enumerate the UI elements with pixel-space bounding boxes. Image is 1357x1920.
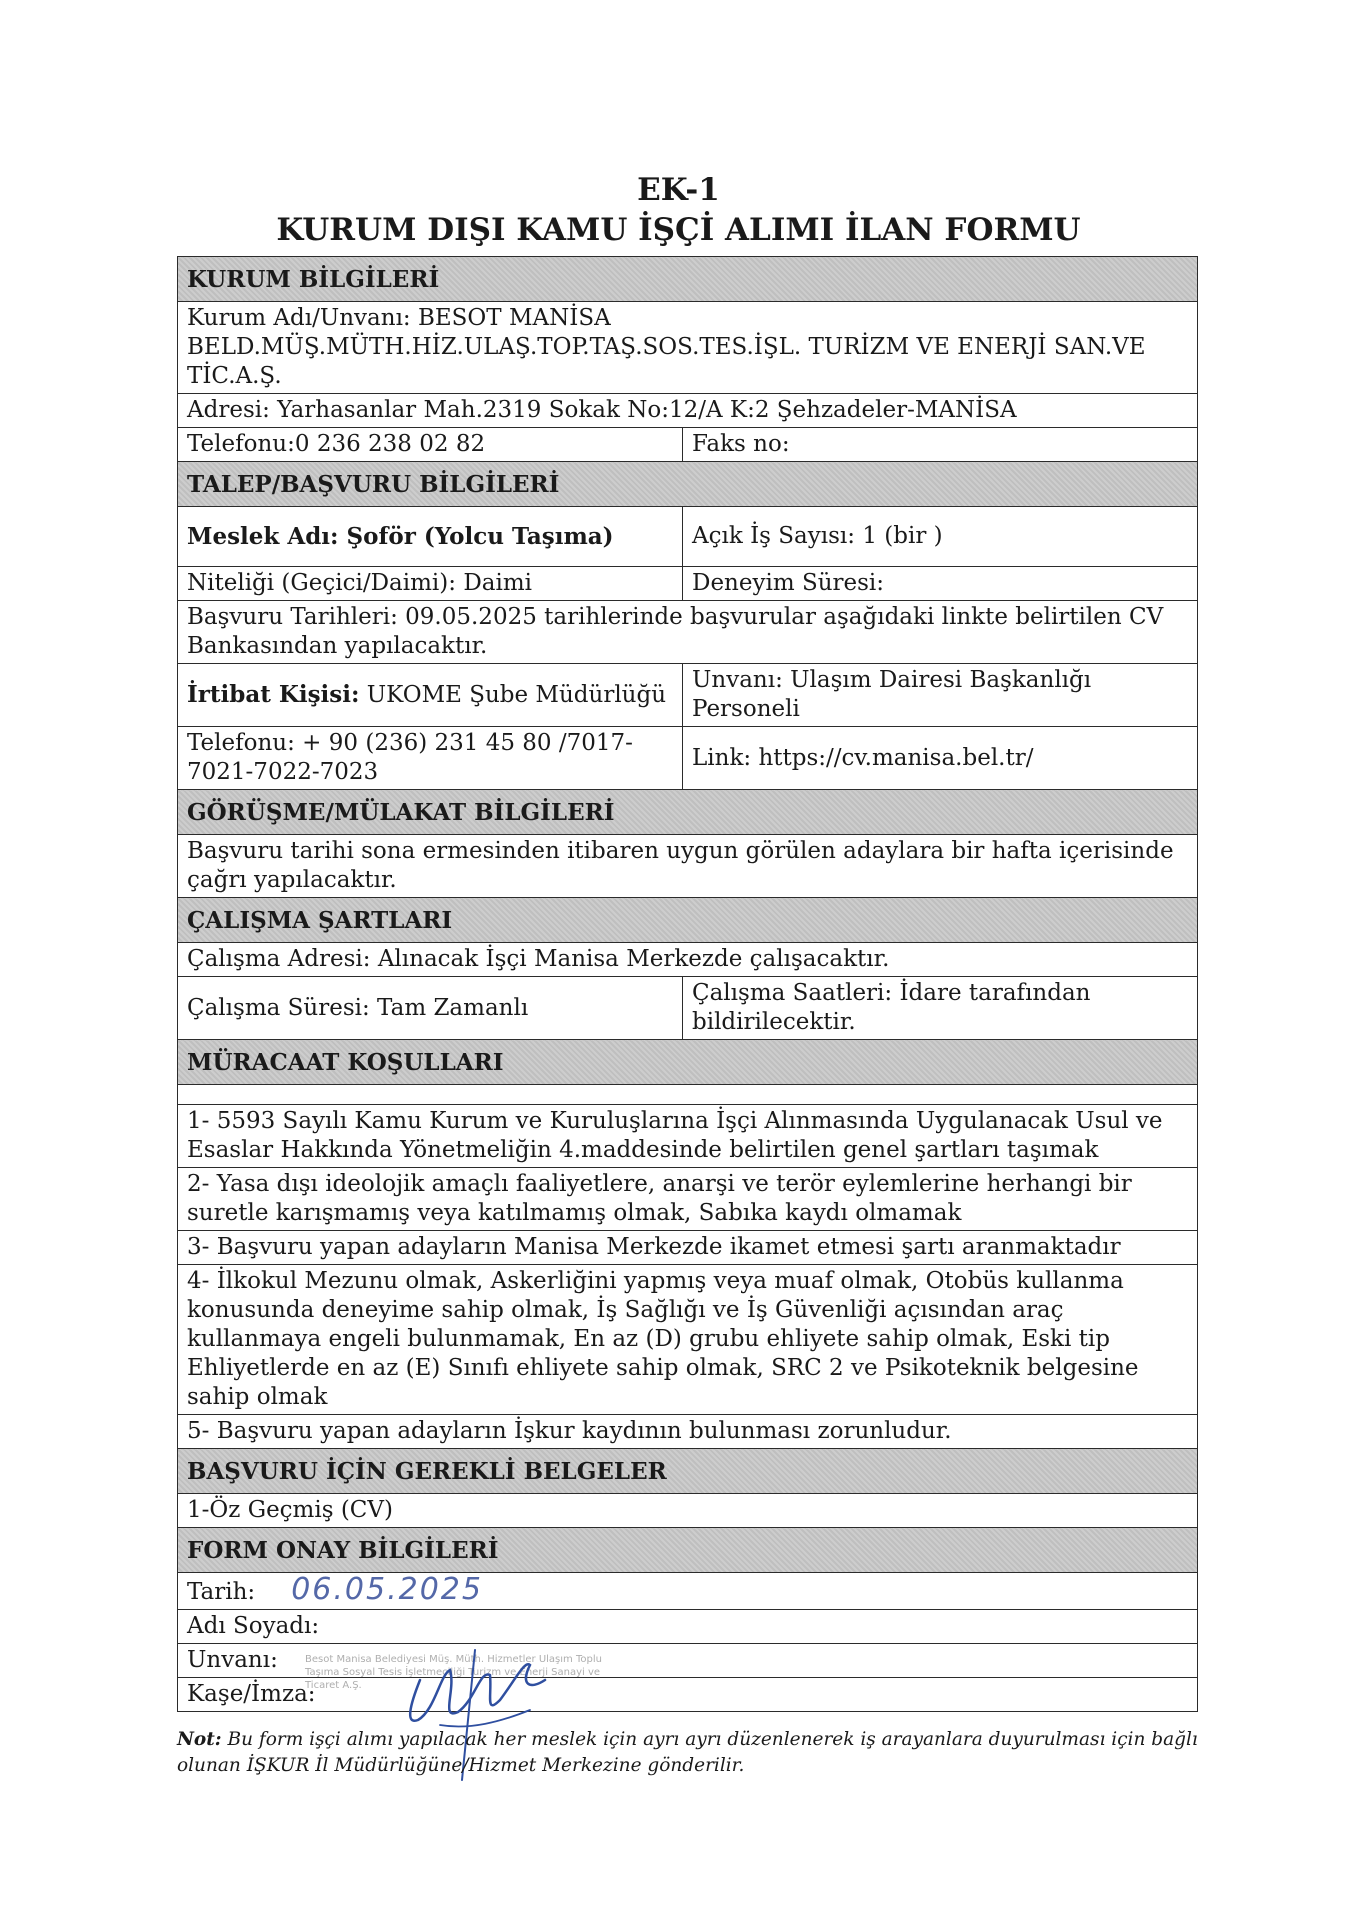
muracaat-item-5: 5- Başvuru yapan adayların İşkur kaydının bulunması zorunludur. <box>178 1415 1198 1449</box>
section-onay: FORM ONAY BİLGİLERİ <box>178 1528 1198 1573</box>
section-talep: TALEP/BAŞVURU BİLGİLERİ <box>178 462 1198 507</box>
section-belgeler: BAŞVURU İÇİN GEREKLİ BELGELER <box>178 1449 1198 1494</box>
muracaat-item-4: 4- İlkokul Mezunu olmak, Askerliğini yapmış veya muaf olmak, Otobüs kullanma konusunda deneyime sahip olmak, İş Sağlığı ve İş Güvenliği açısından araç kullanmaya engeli bulunmamak, En az (D) grubu ehliyete sahip olmak, Eski tip Ehliyetlerde en az (E) Sınıfı ehliyete sahip olmak, SRC 2 ve Psikoteknik belgesine sahip olmak <box>178 1265 1198 1415</box>
niteligi: Niteliği (Geçici/Daimi): Daimi <box>178 567 683 601</box>
irtibat-unvan: Unvanı: Ulaşım Dairesi Başkanlığı Personeli <box>683 664 1198 727</box>
gorusme-text: Başvuru tarihi sona ermesinden itibaren uygun görülen adaylara bir hafta içerisinde çağrı yapılacaktır. <box>178 835 1198 898</box>
section-calisma: ÇALIŞMA ŞARTLARI <box>178 898 1198 943</box>
section-gorusme: GÖRÜŞME/MÜLAKAT BİLGİLERİ <box>178 790 1198 835</box>
note-text: Bu form işçi alımı yapılacak her meslek için ayrı ayrı düzenlenerek iş arayanlara duyurulması için bağlı olunan İŞKUR İl Müdürlüğüne/Hizmet Merkezine gönderilir. <box>177 1729 1198 1776</box>
kurum-address: Adresi: Yarhasanlar Mah.2319 Sokak No:12/A K:2 Şehzadeler-MANİSA <box>178 394 1198 428</box>
belge-item-1: 1-Öz Geçmiş (CV) <box>178 1494 1198 1528</box>
basvuru-tarihleri: Başvuru Tarihleri: 09.05.2025 tarihlerinde başvurular aşağıdaki linkte belirtilen CV Bankasından yapılacaktır. <box>178 601 1198 664</box>
onay-tarih <box>178 1573 1198 1610</box>
kurum-fax: Faks no: <box>683 428 1198 462</box>
onay-adsoyad: Adı Soyadı: <box>178 1610 1198 1644</box>
muracaat-item-3: 3- Başvuru yapan adayların Manisa Merkezde ikamet etmesi şartı aranmaktadır <box>178 1231 1198 1265</box>
irtibat-label: İrtibat Kişisi: <box>187 681 360 708</box>
meslek-adi: Meslek Adı: Şoför (Yolcu Taşıma) <box>178 507 683 567</box>
company-stamp: Besot Manisa Belediyesi Müş. Müth. Hizmetler Ulaşım Toplu Taşıma Sosyal Tesis İşletmeciliği Turizm ve Enerji Sanayi ve Ticaret A.Ş. <box>305 1654 602 1691</box>
kurum-name: Kurum Adı/Unvanı: BESOT MANİSA BELD.MÜŞ.MÜTH.HİZ.ULAŞ.TOP.TAŞ.SOS.TES.İŞL. TURİZM VE ENERJİ SAN.VE TİC.A.Ş. <box>178 302 1198 394</box>
form-title: KURUM DIŞI KAMU İŞÇİ ALIMI İLAN FORMU <box>276 212 1081 248</box>
note-label: Not: <box>177 1729 222 1750</box>
muracaat-item-1: 1- 5593 Sayılı Kamu Kurum ve Kuruluşlarına İşçi Alınmasında Uygulanacak Usul ve Esaslar Hakkında Yönetmeliğin 4.maddesinde belirtilen genel şartları taşımak <box>178 1105 1198 1168</box>
irtibat-telefon: Telefonu: + 90 (236) 231 45 80 /7017-7021-7022-7023 <box>178 727 683 790</box>
irtibat-kisisi <box>178 664 683 727</box>
form-code: EK-1 <box>637 172 720 208</box>
spacer-row <box>178 1085 1198 1105</box>
kurum-phone: Telefonu:0 236 238 02 82 <box>178 428 683 462</box>
calisma-suresi: Çalışma Süresi: Tam Zamanlı <box>178 977 683 1040</box>
basvuru-link[interactable]: Link: https://cv.manisa.bel.tr/ <box>683 727 1198 790</box>
section-muracaat: MÜRACAAT KOŞULLARI <box>178 1040 1198 1085</box>
acik-is-sayisi: Açık İş Sayısı: 1 (bir ) <box>683 507 1198 567</box>
tarih-handwritten: 06.05.2025 <box>291 1572 483 1607</box>
section-kurum: KURUM BİLGİLERİ <box>178 257 1198 302</box>
tarih-label: Tarih: <box>187 1579 256 1605</box>
onay-kase: Kaşe/İmza: <box>178 1678 1198 1712</box>
irtibat-value: UKOME Şube Müdürlüğü <box>359 682 667 708</box>
calisma-saatleri: Çalışma Saatleri: İdare tarafından bildirilecektir. <box>683 977 1198 1040</box>
calisma-adresi: Çalışma Adresi: Alınacak İşçi Manisa Merkezde çalışacaktır. <box>178 943 1198 977</box>
deneyim-suresi: Deneyim Süresi: <box>683 567 1198 601</box>
onay-unvan: Unvanı: <box>178 1644 1198 1678</box>
muracaat-item-2: 2- Yasa dışı ideolojik amaçlı faaliyetlere, anarşi ve terör eylemlerine herhangi bir suretle karışmamış veya katılmamış olmak, Sabıka kaydı olmamak <box>178 1168 1198 1231</box>
application-form-table <box>177 256 1198 1712</box>
footer-note <box>177 1727 1217 1779</box>
